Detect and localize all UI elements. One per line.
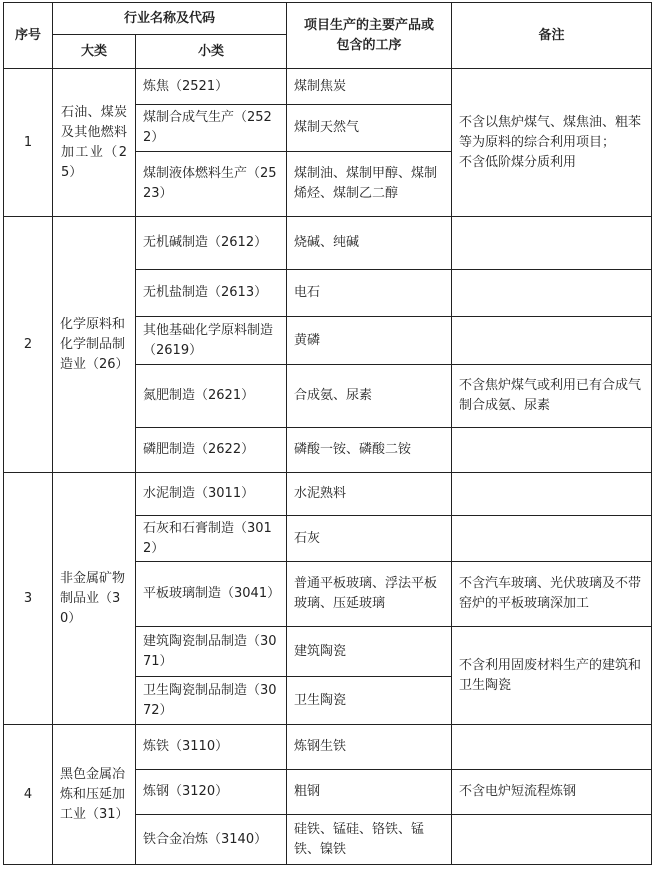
major-cell: 非金属矿物制品业（30） bbox=[53, 473, 136, 725]
header-minor: 小类 bbox=[136, 35, 287, 69]
header-major: 大类 bbox=[53, 35, 136, 69]
remark-cell: 不含电炉短流程炼钢 bbox=[452, 770, 652, 815]
minor-cell: 卫生陶瓷制品制造（3072） bbox=[136, 677, 287, 725]
minor-cell: 煤制液体燃料生产（2523） bbox=[136, 152, 287, 217]
major-cell: 化学原料和化学制品制造业（26） bbox=[53, 217, 136, 473]
product-cell: 黄磷 bbox=[287, 317, 452, 365]
product-cell: 硅铁、锰硅、铬铁、锰铁、镍铁 bbox=[287, 815, 452, 865]
minor-cell: 无机碱制造（2612） bbox=[136, 217, 287, 270]
minor-cell: 氮肥制造（2621） bbox=[136, 365, 287, 428]
product-cell: 合成氨、尿素 bbox=[287, 365, 452, 428]
product-cell: 普通平板玻璃、浮法平板玻璃、压延玻璃 bbox=[287, 562, 452, 627]
industry-table bbox=[3, 2, 652, 865]
product-cell: 煤制天然气 bbox=[287, 105, 452, 152]
remark-cell bbox=[452, 815, 652, 865]
major-cell: 石油、煤炭及其他燃料加工业（25） bbox=[53, 69, 136, 217]
minor-cell: 煤制合成气生产（2522） bbox=[136, 105, 287, 152]
header-industry: 行业名称及代码 bbox=[53, 3, 287, 35]
product-cell: 卫生陶瓷 bbox=[287, 677, 452, 725]
remark-cell bbox=[452, 217, 652, 270]
minor-cell: 水泥制造（3011） bbox=[136, 473, 287, 516]
remark-cell bbox=[452, 516, 652, 562]
header-remark: 备注 bbox=[452, 3, 652, 69]
table-row bbox=[4, 725, 652, 770]
remark-cell bbox=[452, 270, 652, 317]
table-row bbox=[4, 69, 652, 105]
remark-cell: 不含汽车玻璃、光伏玻璃及不带窑炉的平板玻璃深加工 bbox=[452, 562, 652, 627]
remark-cell bbox=[452, 317, 652, 365]
remark-cell: 不含焦炉煤气或利用已有合成气制合成氨、尿素 bbox=[452, 365, 652, 428]
product-cell: 烧碱、纯碱 bbox=[287, 217, 452, 270]
minor-cell: 炼铁（3110） bbox=[136, 725, 287, 770]
product-cell: 煤制油、煤制甲醇、煤制烯烃、煤制乙二醇 bbox=[287, 152, 452, 217]
header-product: 项目生产的主要产品或 包含的工序 bbox=[287, 3, 452, 69]
minor-cell: 平板玻璃制造（3041） bbox=[136, 562, 287, 627]
remark-cell: 不含以焦炉煤气、煤焦油、粗苯等为原料的综合利用项目； 不含低阶煤分质利用 bbox=[452, 69, 652, 217]
minor-cell: 石灰和石膏制造（3012） bbox=[136, 516, 287, 562]
minor-cell: 建筑陶瓷制品制造（3071） bbox=[136, 627, 287, 677]
seq-cell: 2 bbox=[4, 217, 53, 473]
minor-cell: 其他基础化学原料制造（2619） bbox=[136, 317, 287, 365]
product-cell: 磷酸一铵、磷酸二铵 bbox=[287, 428, 452, 473]
header-row bbox=[4, 3, 652, 35]
major-cell: 黑色金属冶炼和压延加工业（31） bbox=[53, 725, 136, 865]
product-cell: 建筑陶瓷 bbox=[287, 627, 452, 677]
minor-cell: 铁合金冶炼（3140） bbox=[136, 815, 287, 865]
minor-cell: 炼钢（3120） bbox=[136, 770, 287, 815]
table-row bbox=[4, 473, 652, 516]
product-cell: 水泥熟料 bbox=[287, 473, 452, 516]
remark-cell: 不含利用固废材料生产的建筑和卫生陶瓷 bbox=[452, 627, 652, 725]
product-cell: 电石 bbox=[287, 270, 452, 317]
minor-cell: 无机盐制造（2613） bbox=[136, 270, 287, 317]
product-cell: 炼钢生铁 bbox=[287, 725, 452, 770]
remark-cell bbox=[452, 725, 652, 770]
seq-cell: 3 bbox=[4, 473, 53, 725]
product-cell: 粗钢 bbox=[287, 770, 452, 815]
product-cell: 煤制焦炭 bbox=[287, 69, 452, 105]
seq-cell: 4 bbox=[4, 725, 53, 865]
remark-cell bbox=[452, 428, 652, 473]
seq-cell: 1 bbox=[4, 69, 53, 217]
minor-cell: 磷肥制造（2622） bbox=[136, 428, 287, 473]
table-row bbox=[4, 217, 652, 270]
minor-cell: 炼焦（2521） bbox=[136, 69, 287, 105]
product-cell: 石灰 bbox=[287, 516, 452, 562]
remark-cell bbox=[452, 473, 652, 516]
header-seq: 序号 bbox=[4, 3, 53, 69]
